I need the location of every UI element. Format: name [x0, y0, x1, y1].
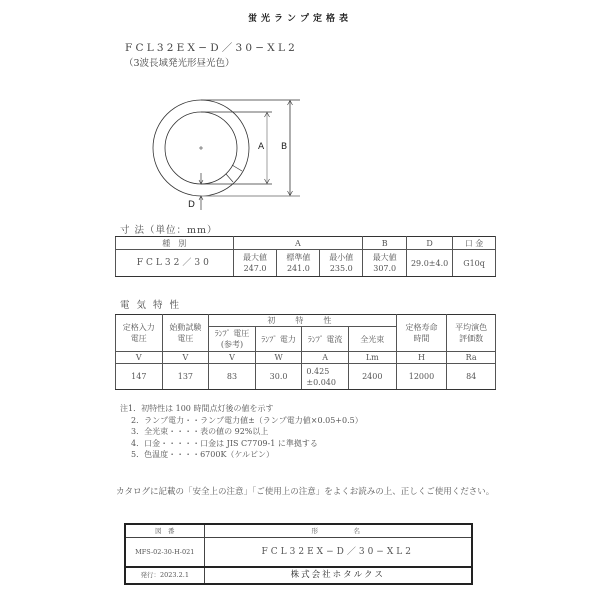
note-5: 5．色温度・・・・6700K（ケルビン） [131, 450, 275, 459]
note-2: 2．ランプ電力・・ランプ電力値±（ランプ電力値×0.05+0.5） [131, 415, 363, 425]
electrical-section-title: 電 気 特 性 [120, 300, 182, 311]
value-lamp-power: 30.0 [255, 364, 302, 390]
header-luminous-flux: 全光束 [348, 327, 396, 352]
drawing-number: MFS-02-30-H-021 [125, 538, 204, 568]
unit-cell: H [396, 352, 447, 364]
header-initial-characteristics: 初 特 性 [209, 315, 396, 327]
note-4: 4．口金・・・・・口金は JIS C7709-1 に準拠する [131, 438, 318, 448]
value-start-test-voltage: 137 [162, 364, 209, 390]
unit-cell: Lm [348, 352, 396, 364]
value-rated-life: 12000 [396, 364, 447, 390]
cell-a-min: 最小値 235.0 [320, 250, 363, 277]
lamp-type-subtitle: （3波長域発光形昼光色） [124, 58, 235, 69]
unit-cell: V [116, 352, 163, 364]
model-name-label: 形 名 [204, 524, 472, 538]
cell-a-std: 標準値 241.0 [277, 250, 320, 277]
ring-lamp-diagram [140, 95, 320, 220]
label-d: D [188, 200, 195, 210]
header-type: 種 別 [116, 237, 234, 250]
model-number: FCL32EX−D／30−XL2 [125, 42, 298, 54]
value-cri: 84 [447, 364, 496, 390]
header-b: B [363, 237, 407, 250]
drawing-no-label: 図 番 [125, 524, 204, 538]
header-lamp-voltage: ﾗﾝﾌﾟ 電圧 (参考) [209, 327, 256, 352]
header-d: D [407, 237, 453, 250]
unit-cell: Ra [447, 352, 496, 364]
notes [120, 403, 363, 461]
unit-cell: V [162, 352, 209, 364]
header-a: A [233, 237, 363, 250]
cell-b-max: 最大値 307.0 [363, 250, 407, 277]
header-lamp-current: ﾗﾝﾌﾟ 電流 [302, 327, 349, 352]
cell-base: G10q [453, 250, 496, 277]
value-lamp-current: 0.425 ±0.040 [302, 364, 349, 390]
note-3: 3．全光束・・・・表の値の 92%以上 [131, 427, 269, 436]
label-a: A [258, 142, 265, 152]
header-rated-life: 定格寿命 時間 [396, 315, 447, 352]
header-lamp-power: ﾗﾝﾌﾟ 電力 [255, 327, 302, 352]
value-lamp-voltage: 83 [209, 364, 256, 390]
dimensions-section-title: 寸 法（単位：mm） [120, 225, 218, 236]
company-name: 株式会社ホタルクス [204, 567, 472, 584]
header-start-test-voltage: 始動試験 電圧 [162, 315, 209, 352]
document-title: 蛍光ランプ定格表 [247, 14, 352, 24]
unit-cell: V [209, 352, 256, 364]
label-b: B [281, 142, 288, 152]
electrical-table [115, 314, 496, 390]
cell-d: 29.0±4.0 [407, 250, 453, 277]
dimensions-table [115, 236, 496, 277]
header-rated-input-voltage: 定格入力 電圧 [116, 315, 163, 352]
caution-text: カタログに記載の「安全上の注意」「ご使用上の注意」をよくお読みの上、正しくご使用ください。 [116, 487, 495, 497]
cell-type: FCL32／30 [116, 250, 234, 277]
header-base: 口 金 [453, 237, 496, 250]
note-1: 注1．初特性は 100 時間点灯後の値を示す [120, 404, 274, 413]
unit-cell: W [255, 352, 302, 364]
unit-cell: A [302, 352, 349, 364]
model-name: FCL32EX−D／30−XL2 [204, 538, 472, 568]
cell-a-max: 最大値 247.0 [233, 250, 277, 277]
header-cri: 平均演色 評価数 [447, 315, 496, 352]
value-rated-input-voltage: 147 [116, 364, 163, 390]
title-block [124, 523, 473, 585]
value-luminous-flux: 2400 [348, 364, 396, 390]
issue-date: 発行：2023.2.1 [125, 567, 204, 584]
